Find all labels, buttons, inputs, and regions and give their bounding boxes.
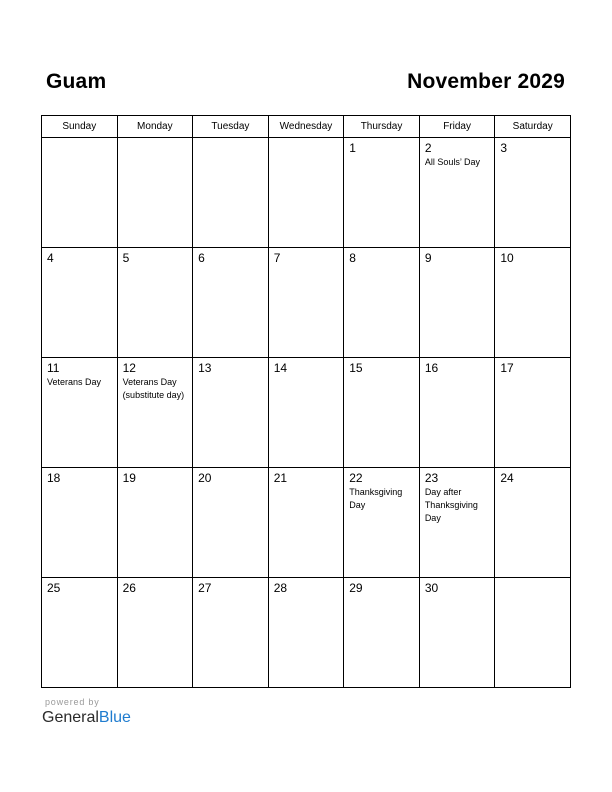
day-cell: [268, 248, 344, 358]
day-number: 16: [424, 361, 439, 375]
day-number: 23: [424, 471, 439, 485]
day-cell: [495, 468, 571, 578]
day-number: 21: [273, 471, 288, 485]
day-cell: [344, 248, 420, 358]
week-row: [42, 468, 571, 578]
day-number: 25: [47, 581, 61, 595]
day-cell: [193, 248, 269, 358]
day-number: 10: [500, 251, 514, 265]
weekday-tuesday: Tuesday: [193, 116, 269, 138]
day-cell: [419, 358, 495, 468]
holiday-label: Veterans Day: [47, 377, 102, 387]
day-number: 11: [47, 361, 60, 375]
holiday-label: Thanksgiving Day: [349, 487, 403, 510]
day-cell: [419, 578, 495, 688]
day-number: 15: [349, 361, 363, 375]
day-number: 29: [349, 581, 363, 595]
day-number: 4: [47, 251, 54, 265]
day-cell: [268, 138, 344, 248]
day-cell: [117, 468, 193, 578]
day-number: 1: [349, 141, 356, 155]
day-cell: [193, 358, 269, 468]
day-number: 5: [122, 251, 130, 265]
day-cell: [268, 468, 344, 578]
day-number: 12: [122, 361, 136, 375]
day-cell: [42, 468, 118, 578]
day-cell: [344, 578, 420, 688]
week-row: [42, 138, 571, 248]
holiday-label: Day after Thanksgiving Day: [424, 487, 478, 523]
day-cell: [117, 578, 193, 688]
weekday-header-row: [42, 116, 571, 138]
weekday-thursday: Thursday: [344, 116, 420, 138]
day-cell: [495, 138, 571, 248]
day-cell: [42, 248, 118, 358]
day-number: 7: [273, 251, 281, 265]
day-number: 19: [122, 471, 136, 485]
day-number: 27: [198, 581, 212, 595]
day-number: 8: [349, 251, 356, 265]
weekday-friday: Friday: [419, 116, 495, 138]
day-cell: [495, 248, 571, 358]
generalblue-logo[interactable]: [42, 709, 131, 727]
day-cell: [268, 578, 344, 688]
day-number: 28: [273, 581, 288, 595]
day-number: 9: [424, 251, 432, 265]
day-cell: [344, 138, 420, 248]
week-row: [42, 578, 571, 688]
day-number: 13: [198, 361, 212, 375]
day-number: 3: [500, 141, 508, 155]
day-number: 30: [424, 581, 439, 595]
logo-general-text: General: [42, 709, 99, 726]
holiday-label: Veterans Day (substitute day): [122, 377, 185, 400]
day-cell: [419, 248, 495, 358]
day-cell: [495, 578, 571, 688]
day-number: 14: [273, 361, 288, 375]
day-cell: [344, 468, 420, 578]
month-year-title: November 2029: [407, 70, 565, 93]
day-number: 2: [424, 141, 432, 155]
day-cell: [42, 358, 118, 468]
country-title: Guam: [46, 70, 107, 93]
logo-blue-text: Blue: [98, 709, 131, 726]
day-cell: [419, 468, 495, 578]
day-cell: [193, 578, 269, 688]
day-number: 18: [47, 471, 61, 485]
day-cell: [193, 138, 269, 248]
day-cell: [42, 138, 118, 248]
day-cell: [117, 248, 193, 358]
weekday-wednesday: Wednesday: [268, 116, 344, 138]
weekday-saturday: Saturday: [495, 116, 571, 138]
powered-by-text: powered by: [45, 697, 100, 707]
weekday-sunday: Sunday: [42, 116, 118, 138]
day-number: 24: [500, 471, 514, 485]
day-cell: [344, 358, 420, 468]
holiday-label: All Souls’ Day: [424, 157, 480, 167]
day-cell: [42, 578, 118, 688]
day-number: 20: [198, 471, 212, 485]
day-number: 17: [500, 361, 514, 375]
day-cell: [117, 138, 193, 248]
weekday-monday: Monday: [117, 116, 193, 138]
day-cell: [117, 358, 193, 468]
day-number: 22: [349, 471, 363, 485]
day-cell: [419, 138, 495, 248]
day-number: 6: [198, 251, 205, 265]
day-cell: [193, 468, 269, 578]
week-row: [42, 358, 571, 468]
day-cell: [495, 358, 571, 468]
day-number: 26: [122, 581, 136, 595]
calendar-grid: [41, 115, 571, 688]
day-cell: [268, 358, 344, 468]
week-row: [42, 248, 571, 358]
